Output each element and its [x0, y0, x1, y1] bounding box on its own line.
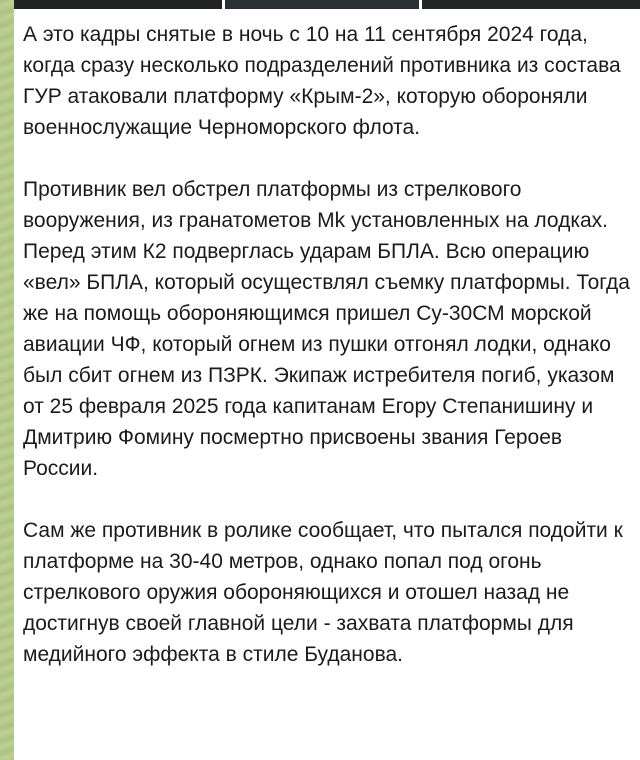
message-paragraph: Противник вел обстрел платформы из стрелкового вооружения, из гранатометов Mk установленных на лодках. Перед этим К2 подверглась ударам БПЛА. Всю операцию «вел» БПЛА, который осуществлял съемку платформы. Тогда же на помощь обороняющимся пришел Су-30СМ морской авиации ЧФ, который огнем из пушки отгонял лодки, однако был сбит огнем из ПЗРК. Экипаж истребителя погиб, указом от 25 февраля 2025 года капитанам Егору Степанишину и Дмитрию Фомину посмертно присвоены звания Героев России.: [23, 178, 630, 480]
video-thumbnail[interactable]: [14, 0, 222, 9]
message-bubble: [14, 9, 640, 760]
chat-wallpaper: [0, 0, 14, 760]
video-thumbnail[interactable]: [422, 0, 640, 9]
message-paragraph: Сам же противник в ролике сообщает, что пытался подойти к платформе на 30-40 метров, однако попал под огонь стрелкового оружия обороняющихся и отошел назад не достигнув своей главной цели - захвата платформы для медийного эффекта в стиле Буданова.: [23, 519, 623, 666]
message-text: [23, 19, 635, 701]
media-album[interactable]: [14, 0, 640, 9]
video-thumbnail[interactable]: [225, 0, 419, 9]
message-paragraph: А это кадры снятые в ночь с 10 на 11 сентября 2024 года, когда сразу несколько подразделений противника из состава ГУР атаковали платформу «Крым-2», которую обороняли военнослужащие Черноморского флота.: [23, 23, 621, 139]
